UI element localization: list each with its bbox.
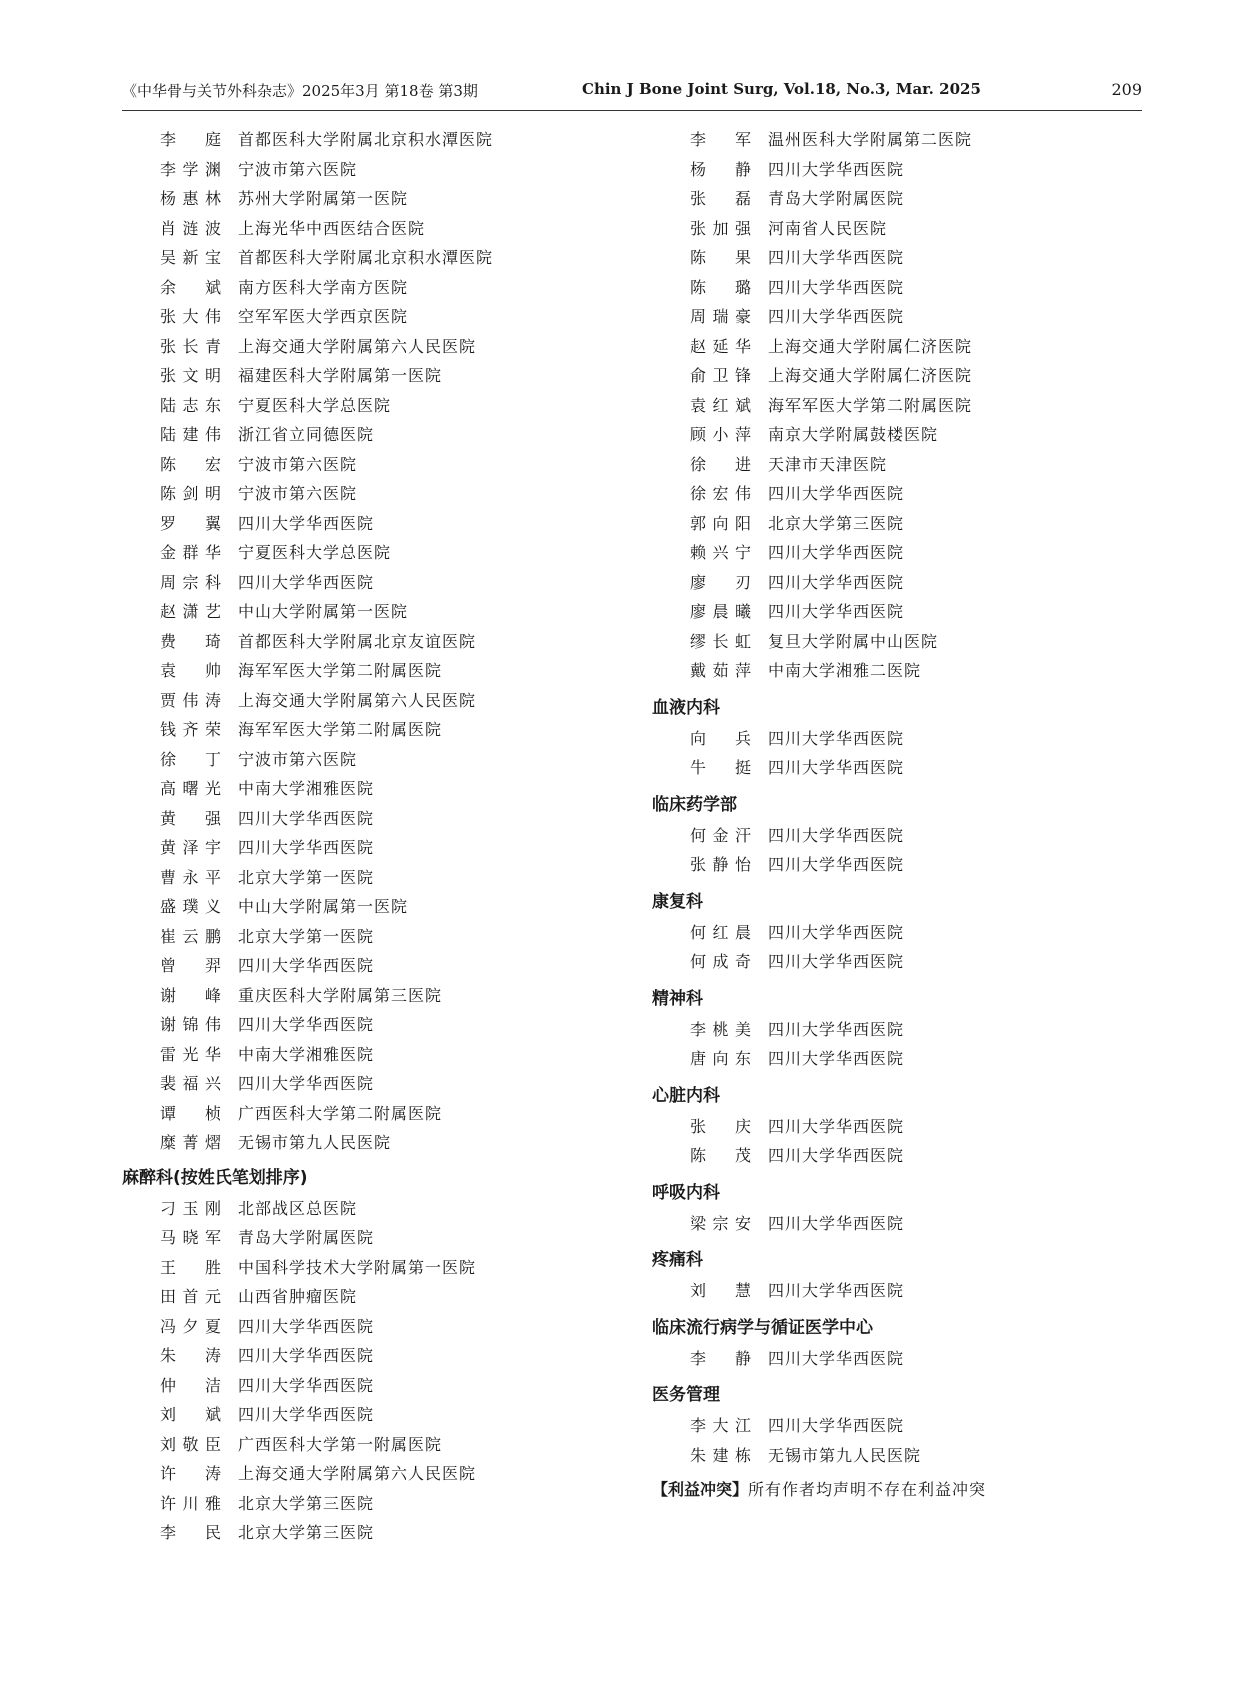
member-name: 仲 洁 (160, 1375, 222, 1395)
member-institution: 上海交通大学附属第六人民医院 (238, 1464, 477, 1483)
member-name: 裴福兴 (160, 1074, 222, 1093)
member-institution: 四川大学华西医院 (768, 159, 905, 179)
section-heading: 血液内科 (652, 697, 720, 718)
member-entry (652, 508, 1152, 538)
member-name: 向 兵 (690, 728, 752, 748)
member-institution: 四川大学华西医院 (768, 952, 905, 971)
member-entry (652, 567, 1152, 597)
member-entry (652, 1140, 1152, 1170)
member-name: 罗 翼 (160, 513, 222, 533)
member-entry (122, 803, 622, 833)
member-name: 刘敬臣 (160, 1434, 222, 1454)
member-name: 顾小萍 (690, 425, 752, 444)
member-entry (652, 390, 1152, 420)
member-entry (122, 626, 622, 656)
member-name: 李桃美 (690, 1019, 752, 1039)
member-institution: 山西省肿瘤医院 (238, 1287, 358, 1306)
member-entry (122, 1222, 622, 1252)
member-name: 谭 桢 (160, 1103, 222, 1123)
member-entry (652, 478, 1152, 508)
member-institution: 上海交通大学附属第六人民医院 (238, 690, 477, 710)
conflict-label: 【利益冲突】 (652, 1480, 749, 1499)
section-heading: 疼痛科 (652, 1250, 703, 1270)
member-name: 高曙光 (160, 779, 222, 798)
member-institution: 天津市天津医院 (768, 454, 888, 474)
member-institution: 宁波市第六医院 (238, 159, 358, 179)
member-entry (122, 596, 622, 626)
member-institution: 四川大学华西医院 (768, 572, 905, 592)
member-name: 张文明 (160, 366, 222, 385)
member-name: 谢锦伟 (160, 1015, 222, 1034)
section-heading: 麻醉科(按姓氏笔划排序) (122, 1167, 308, 1188)
member-name: 张长青 (160, 336, 222, 356)
member-entry (122, 242, 622, 272)
member-name: 杨 静 (690, 159, 752, 179)
member-institution: 广西医科大学第二附属医院 (238, 1103, 443, 1123)
member-entry (652, 213, 1152, 243)
section-heading: 医务管理 (652, 1385, 720, 1405)
member-entry (122, 478, 622, 508)
member-name: 李 军 (690, 130, 752, 149)
member-institution: 南京大学附属鼓楼医院 (768, 425, 939, 444)
member-entry (652, 820, 1152, 850)
member-institution: 四川大学华西医院 (238, 513, 375, 533)
member-name: 李学渊 (160, 159, 222, 179)
member-institution: 海军军医大学第二附属医院 (768, 395, 973, 415)
section-heading: 临床流行病学与循证医学中心 (652, 1317, 873, 1338)
member-name: 曹永平 (160, 867, 222, 887)
member-institution: 海军军医大学第二附属医院 (238, 720, 443, 739)
member-entry (122, 1068, 622, 1098)
member-institution: 四川大学华西医院 (238, 1405, 375, 1424)
section-heading: 临床药学部 (652, 794, 737, 815)
member-entry (652, 1440, 1152, 1470)
member-institution: 海军军医大学第二附属医院 (238, 661, 443, 680)
member-name: 金群华 (160, 543, 222, 562)
member-institution: 四川大学华西医院 (238, 808, 375, 828)
conflict-text: 所有作者均声明不存在利益冲突 (748, 1480, 987, 1499)
member-name: 郭向阳 (690, 513, 752, 533)
member-entry (122, 183, 622, 213)
member-name: 张大伟 (160, 307, 222, 326)
member-entry (122, 537, 622, 567)
member-institution: 北京大学第一医院 (238, 867, 375, 887)
member-entry (652, 301, 1152, 331)
member-name: 刘 慧 (690, 1281, 752, 1300)
member-name: 张 庆 (690, 1116, 752, 1136)
member-name: 张加强 (690, 218, 752, 238)
member-name: 崔云鹏 (160, 926, 222, 946)
member-institution: 四川大学华西医院 (768, 825, 905, 845)
member-institution: 四川大学华西医院 (768, 248, 905, 267)
member-institution: 无锡市第九人民医院 (238, 1133, 392, 1152)
member-institution: 四川大学华西医院 (768, 1416, 905, 1435)
member-name: 钱齐荣 (160, 720, 222, 739)
member-entry (652, 1410, 1152, 1440)
member-institution: 青岛大学附属医院 (768, 189, 905, 208)
conflict-of-interest-statement (652, 1469, 1152, 1503)
member-institution: 四川大学华西医院 (768, 484, 905, 503)
member-entry (652, 242, 1152, 272)
member-entry (122, 1488, 622, 1518)
member-name: 许川雅 (160, 1493, 222, 1513)
member-name: 廖晨曦 (690, 602, 752, 621)
running-header (122, 78, 1142, 108)
member-institution: 中南大学湘雅二医院 (768, 661, 922, 680)
member-institution: 北京大学第三医院 (238, 1523, 375, 1542)
member-name: 周宗科 (160, 572, 222, 592)
member-name: 冯夕夏 (160, 1316, 222, 1336)
member-institution: 复旦大学附属中山医院 (768, 631, 939, 651)
member-institution: 四川大学华西医院 (238, 838, 375, 857)
member-entry (122, 508, 622, 538)
member-entry (122, 1458, 622, 1488)
member-entry (122, 567, 622, 597)
member-entry (652, 419, 1152, 449)
member-entry (122, 331, 622, 361)
member-institution: 中山大学附属第一医院 (238, 602, 409, 621)
member-institution: 上海交通大学附属第六人民医院 (238, 336, 477, 356)
member-name: 唐向东 (690, 1049, 752, 1068)
member-name: 徐 进 (690, 454, 752, 474)
member-entry (652, 596, 1152, 626)
member-entry (652, 154, 1152, 184)
member-name: 刘 斌 (160, 1405, 222, 1424)
member-name: 李 民 (160, 1523, 222, 1542)
member-institution: 宁波市第六医院 (238, 749, 358, 769)
member-institution: 宁夏医科大学总医院 (238, 395, 392, 415)
member-entry (652, 655, 1152, 685)
member-name: 马晓军 (160, 1228, 222, 1247)
member-name: 肖涟波 (160, 218, 222, 238)
member-name: 刁玉刚 (160, 1198, 222, 1218)
member-name: 廖 刃 (690, 572, 752, 592)
member-institution: 四川大学华西医院 (768, 1049, 905, 1068)
member-name: 糜菁熠 (160, 1133, 222, 1152)
member-entry (122, 1399, 622, 1429)
member-name: 陈 果 (690, 248, 752, 267)
member-entry (652, 849, 1152, 879)
member-entry (652, 449, 1152, 479)
member-name: 何红晨 (690, 922, 752, 942)
member-institution: 空军军医大学西京医院 (238, 307, 409, 326)
member-name: 许 涛 (160, 1464, 222, 1483)
member-entry (122, 419, 622, 449)
member-institution: 四川大学华西医院 (768, 728, 905, 748)
member-entry (122, 213, 622, 243)
member-institution: 四川大学华西医院 (238, 1015, 375, 1034)
member-institution: 四川大学华西医院 (768, 1019, 905, 1039)
journal-title-chinese: 《中华骨与关节外科杂志》2025年3月 第18卷 第3期 (122, 82, 478, 100)
member-institution: 四川大学华西医院 (768, 922, 905, 942)
member-entry (652, 360, 1152, 390)
member-entry (652, 917, 1152, 947)
member-name: 张静怡 (690, 855, 752, 874)
member-institution: 北京大学第三医院 (768, 513, 905, 533)
member-name: 余 斌 (160, 277, 222, 297)
section-heading: 康复科 (652, 891, 703, 912)
member-name: 杨惠林 (160, 189, 222, 208)
member-name: 李大江 (690, 1416, 752, 1435)
member-institution: 四川大学华西医院 (238, 1346, 375, 1365)
member-name: 盛璞义 (160, 897, 222, 916)
member-institution: 四川大学华西医院 (768, 1146, 905, 1165)
member-name: 张 磊 (690, 189, 752, 208)
member-name: 谢 峰 (160, 985, 222, 1005)
member-institution: 宁夏医科大学总医院 (238, 543, 392, 562)
member-name: 牛 挺 (690, 758, 752, 777)
member-institution: 北京大学第三医院 (238, 1493, 375, 1513)
member-entry (652, 331, 1152, 361)
member-entry (122, 862, 622, 892)
member-entry (122, 1127, 622, 1157)
section-heading: 心脏内科 (652, 1085, 720, 1106)
member-name: 贾伟涛 (160, 690, 222, 710)
member-entry (122, 1281, 622, 1311)
member-institution: 福建医科大学附属第一医院 (238, 366, 443, 385)
member-institution: 浙江省立同德医院 (238, 425, 375, 444)
member-name: 戴茹萍 (690, 661, 752, 680)
header-rule (122, 110, 1142, 111)
member-entry (122, 744, 622, 774)
member-entry (122, 655, 622, 685)
member-entry (122, 773, 622, 803)
member-entry (122, 1098, 622, 1128)
member-entry (122, 124, 622, 154)
member-name: 何成奇 (690, 952, 752, 971)
member-name: 王 胜 (160, 1257, 222, 1277)
member-name: 何金汗 (690, 825, 752, 845)
member-institution: 首都医科大学附属北京积水潭医院 (238, 130, 494, 149)
member-institution: 四川大学华西医院 (238, 1316, 375, 1336)
member-entry (652, 183, 1152, 213)
journal-title-english: Chin J Bone Joint Surg, Vol.18, No.3, Mar. 2025 (582, 80, 981, 98)
member-entry (652, 1043, 1152, 1073)
member-name: 袁 帅 (160, 661, 222, 680)
member-institution: 宁波市第六医院 (238, 484, 358, 503)
member-name: 曾 羿 (160, 956, 222, 975)
member-entry (652, 626, 1152, 656)
member-name: 李 静 (690, 1348, 752, 1368)
page-number: 209 (1111, 80, 1142, 99)
member-entry (122, 1009, 622, 1039)
member-name: 陆建伟 (160, 425, 222, 444)
member-entry (122, 685, 622, 715)
member-entry (652, 272, 1152, 302)
member-name: 陈 茂 (690, 1146, 752, 1165)
member-entry (122, 1252, 622, 1282)
member-institution: 四川大学华西医院 (768, 543, 905, 562)
member-institution: 河南省人民医院 (768, 218, 888, 238)
member-entry (122, 390, 622, 420)
section-heading: 精神科 (652, 988, 703, 1009)
member-entry (652, 946, 1152, 976)
member-institution: 四川大学华西医院 (768, 855, 905, 874)
member-institution: 重庆医科大学附属第三医院 (238, 985, 443, 1005)
member-institution: 四川大学华西医院 (238, 1074, 375, 1093)
member-institution: 温州医科大学附属第二医院 (768, 130, 973, 149)
member-institution: 首都医科大学附属北京友谊医院 (238, 631, 477, 651)
member-entry (122, 1429, 622, 1459)
member-entry (652, 723, 1152, 753)
member-institution: 中南大学湘雅医院 (238, 779, 375, 798)
member-entry (122, 154, 622, 184)
member-institution: 四川大学华西医院 (768, 277, 905, 297)
member-entry (652, 1275, 1152, 1305)
member-name: 徐宏伟 (690, 484, 752, 503)
member-institution: 北京大学第一医院 (238, 926, 375, 946)
member-entry (652, 1208, 1152, 1238)
member-institution: 四川大学华西医院 (768, 1116, 905, 1136)
member-institution: 宁波市第六医院 (238, 454, 358, 474)
left-column (122, 124, 622, 1547)
member-name: 黄泽宇 (160, 838, 222, 857)
member-institution: 南方医科大学南方医院 (238, 277, 409, 297)
member-name: 缪长虹 (690, 631, 752, 651)
member-name: 周瑞豪 (690, 307, 752, 326)
member-entry (652, 752, 1152, 782)
member-entry (122, 1311, 622, 1341)
member-name: 梁宗安 (690, 1213, 752, 1233)
member-name: 陆志东 (160, 395, 222, 415)
member-institution: 无锡市第九人民医院 (768, 1445, 922, 1465)
member-entry (652, 1111, 1152, 1141)
member-entry (122, 449, 622, 479)
member-name: 袁红斌 (690, 395, 752, 415)
member-entry (652, 1014, 1152, 1044)
member-entry (652, 124, 1152, 154)
member-institution: 广西医科大学第一附属医院 (238, 1434, 443, 1454)
section-heading: 呼吸内科 (652, 1182, 720, 1203)
member-name: 黄 强 (160, 808, 222, 828)
member-name: 费 琦 (160, 631, 222, 651)
member-entry (122, 1039, 622, 1069)
member-institution: 上海交通大学附属仁济医院 (768, 336, 973, 356)
member-institution: 四川大学华西医院 (768, 758, 905, 777)
member-institution: 中国科学技术大学附属第一医院 (238, 1257, 477, 1277)
member-institution: 四川大学华西医院 (768, 1213, 905, 1233)
member-entry (122, 301, 622, 331)
member-entry (122, 921, 622, 951)
member-entry (652, 1343, 1152, 1373)
member-name: 朱建栋 (690, 1445, 752, 1465)
member-entry (122, 832, 622, 862)
member-name: 吴新宝 (160, 248, 222, 267)
member-institution: 苏州大学附属第一医院 (238, 189, 409, 208)
member-name: 陈 璐 (690, 277, 752, 297)
member-institution: 四川大学华西医院 (238, 956, 375, 975)
member-entry (122, 1517, 622, 1547)
member-institution: 上海交通大学附属仁济医院 (768, 366, 973, 385)
member-institution: 四川大学华西医院 (768, 307, 905, 326)
member-name: 田首元 (160, 1287, 222, 1306)
member-institution: 北部战区总医院 (238, 1198, 358, 1218)
member-institution: 四川大学华西医院 (768, 1348, 905, 1368)
member-institution: 四川大学华西医院 (238, 1375, 375, 1395)
member-institution: 中山大学附属第一医院 (238, 897, 409, 916)
member-entry (652, 537, 1152, 567)
member-institution: 青岛大学附属医院 (238, 1228, 375, 1247)
member-institution: 四川大学华西医院 (238, 572, 375, 592)
member-entry (122, 891, 622, 921)
member-name: 李 庭 (160, 130, 222, 149)
member-name: 赵延华 (690, 336, 752, 356)
member-name: 徐 丁 (160, 749, 222, 769)
member-name: 俞卫锋 (690, 366, 752, 385)
right-column (652, 124, 1152, 1503)
member-institution: 中南大学湘雅医院 (238, 1044, 375, 1064)
member-entry (122, 360, 622, 390)
member-entry (122, 1340, 622, 1370)
member-name: 陈剑明 (160, 484, 222, 503)
member-name: 赖兴宁 (690, 543, 752, 562)
member-name: 雷光华 (160, 1044, 222, 1064)
member-entry (122, 1193, 622, 1223)
member-name: 赵潇艺 (160, 602, 222, 621)
member-name: 陈 宏 (160, 454, 222, 474)
member-entry (122, 714, 622, 744)
member-institution: 首都医科大学附属北京积水潭医院 (238, 248, 494, 267)
member-name: 朱 涛 (160, 1346, 222, 1365)
member-entry (122, 950, 622, 980)
member-institution: 四川大学华西医院 (768, 1281, 905, 1300)
member-entry (122, 272, 622, 302)
member-institution: 上海光华中西医结合医院 (238, 218, 426, 238)
member-institution: 四川大学华西医院 (768, 602, 905, 621)
member-entry (122, 1370, 622, 1400)
member-entry (122, 980, 622, 1010)
